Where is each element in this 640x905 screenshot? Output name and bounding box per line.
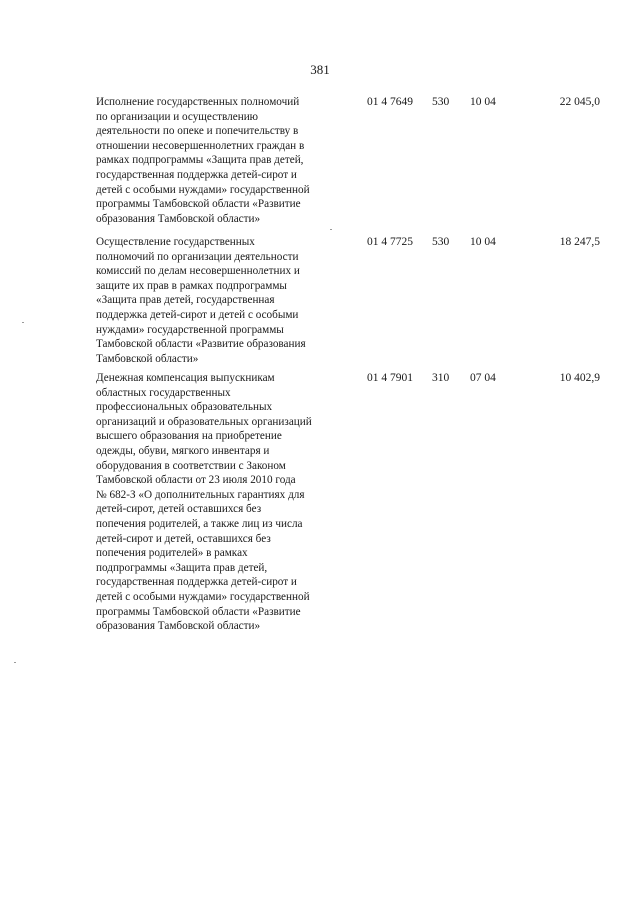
section-subsection-code: 10 04 <box>470 96 496 108</box>
section-subsection-code: 10 04 <box>470 236 496 248</box>
target-article-code: 01 4 7901 <box>367 372 413 384</box>
scan-speck <box>330 229 332 230</box>
target-article-code: 01 4 7649 <box>367 96 413 108</box>
page-number: 381 <box>310 62 330 77</box>
row-description: Осуществление государственных полномочий по организации деятельности комиссий по делам несовершеннолетних и защите их прав в рамках подпрограммы «Защита прав детей, государственная поддержка детей-сирот и детей с особыми нуждами» государственной программы Тамбовской области «Развитие образования Тамбовской области» <box>96 236 306 365</box>
scan-speck <box>14 662 16 663</box>
expense-type-code: 310 <box>432 372 450 384</box>
section-subsection-code: 07 04 <box>470 372 496 384</box>
expense-type-code: 530 <box>432 236 450 248</box>
scan-speck <box>22 322 24 323</box>
amount: 22 045,0 <box>559 96 600 108</box>
target-article-code: 01 4 7725 <box>367 236 413 248</box>
amount: 10 402,9 <box>559 372 600 384</box>
expense-type-code: 530 <box>432 96 450 108</box>
row-description: Исполнение государственных полномочий по организации и осуществлению деятельности по опеке и попечительству в отношении несовершеннолетних граждан в рамках подпрограммы «Защита прав детей, государственная поддержка детей-сирот и детей с особыми нуждами» государственной программы Тамбовской области «Развитие образования Тамбовской области» <box>96 96 310 225</box>
amount: 18 247,5 <box>559 236 600 248</box>
row-description: Денежная компенсация выпускникам областных государственных профессиональных образовательных организаций и образовательных организаций высшего образования на приобретение одежды, обуви, мягкого инвентаря и оборудования в соответствии с Законом Тамбовской области от 23 июля 2010 года № 682-З «О дополнительных гарантиях для детей-сирот, детей оставшихся без попечения родителей, а также лиц из числа детей-сирот и детей, оставшихся без попечения родителей» в рамках подпрограммы «Защита прав детей, государственная поддержка детей-сирот и детей с особыми нуждами» государственной программы Тамбовской области «Развитие образования Тамбовской области» <box>96 372 312 633</box>
